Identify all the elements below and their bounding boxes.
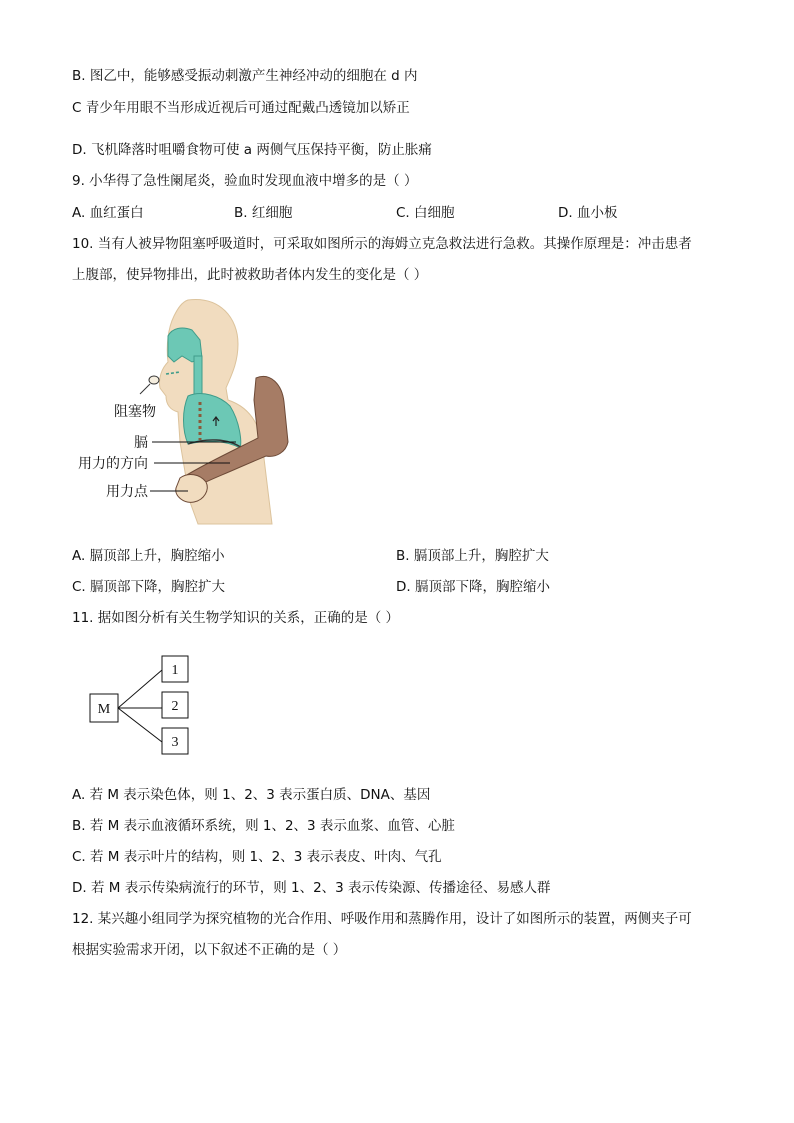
q11-option-c: C. 若 M 表示叶片的结构，则 1、2、3 表示表皮、叶肉、气孔 (72, 849, 442, 865)
label-force-point: 用力点 (106, 484, 148, 500)
q9-stem: 9. 小华得了急性阑尾炎，验血时发现血液中增多的是（ ） (72, 173, 418, 189)
box-1-label: 1 (171, 663, 179, 678)
q10-option-d: D. 膈顶部下降，胸腔缩小 (396, 579, 550, 595)
q9-option-d: D. 血小板 (558, 205, 618, 221)
q8-option-c: C 青少年用眼不当形成近视后可通过配戴凸透镜加以矫正 (72, 100, 410, 116)
q9-option-c: C. 白细胞 (396, 205, 455, 221)
q10-option-b: B. 膈顶部上升，胸腔扩大 (396, 548, 549, 564)
obstruction-object (149, 376, 159, 384)
q12-stem-line2: 根据实验需求开闭，以下叙述不正确的是（ ） (72, 942, 347, 958)
q10-option-a: A. 膈顶部上升，胸腔缩小 (72, 548, 225, 564)
box-2-label: 2 (171, 699, 179, 714)
branch-1 (118, 670, 162, 708)
box-3-label: 3 (171, 735, 179, 750)
q8-option-b: B. 图乙中，能够感受振动刺激产生神经冲动的细胞在 d 内 (72, 68, 418, 84)
q12-stem-line1: 12. 某兴趣小组同学为探究植物的光合作用、呼吸作用和蒸腾作用，设计了如图所示的装置，两侧夹子可 (72, 911, 692, 927)
obstruction-leader (140, 384, 150, 394)
label-obstruction: 阻塞物 (114, 404, 156, 420)
q10-stem-line2: 上腹部，使异物排出，此时被救助者体内发生的变化是（ ） (72, 267, 428, 283)
rescuer-fist (176, 475, 208, 503)
q10-stem-line1: 10. 当有人被异物阻塞呼吸道时，可采取如图所示的海姆立克急救法进行急救。其操作原理是：冲击患者 (72, 236, 692, 252)
q9-option-a: A. 血红蛋白 (72, 205, 144, 221)
q11-stem: 11. 据如图分析有关生物学知识的关系，正确的是（ ） (72, 610, 400, 626)
label-diaphragm: 膈 (134, 435, 148, 451)
q10-option-c: C. 膈顶部下降，胸腔扩大 (72, 579, 226, 595)
box-m-label: M (97, 702, 111, 717)
q8-option-d: D. 飞机降落时咀嚼食物可使 a 两侧气压保持平衡，防止胀痛 (72, 142, 432, 158)
q9-option-b: B. 红细胞 (234, 205, 293, 221)
q11-option-a: A. 若 M 表示染色体，则 1、2、3 表示蛋白质、DNA、基因 (72, 787, 431, 803)
branch-3 (118, 708, 162, 742)
q11-option-d: D. 若 M 表示传染病流行的环节，则 1、2、3 表示传染源、传播途径、易感人群 (72, 880, 551, 896)
label-force-direction: 用力的方向 (78, 456, 148, 472)
q11-option-b: B. 若 M 表示血液循环系统，则 1、2、3 表示血浆、血管、心脏 (72, 818, 455, 834)
m-tree-diagram (86, 652, 206, 762)
heimlich-figure (70, 292, 300, 532)
